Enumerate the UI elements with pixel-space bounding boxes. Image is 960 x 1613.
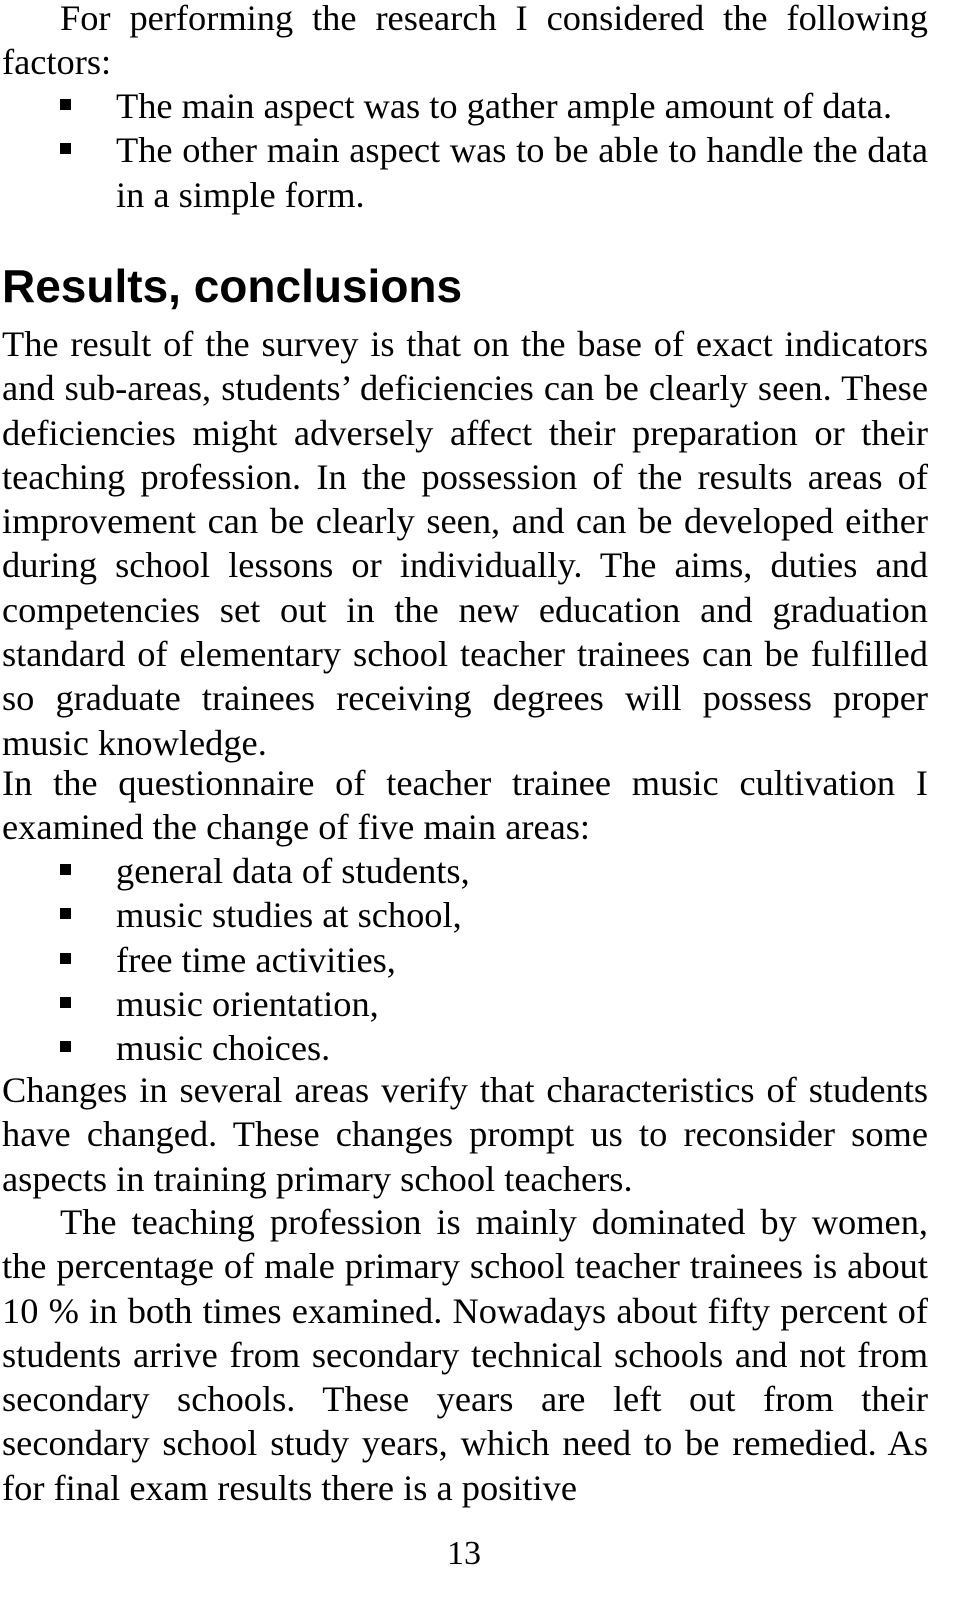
intro-paragraph: For performing the research I considered the following factors:	[2, 0, 928, 83]
list-item	[0, 938, 928, 982]
square-bullet-icon	[60, 864, 71, 875]
list-item-text: music choices.	[116, 1028, 331, 1069]
section-heading: Results, conclusions	[2, 260, 463, 312]
list-item-text: The other main aspect was to be able to handle the data in a simple form.	[116, 130, 928, 215]
square-bullet-icon	[60, 953, 71, 964]
square-bullet-icon	[60, 143, 71, 154]
teaching-profession-paragraph: The teaching profession is mainly dominated by women, the percentage of male primary school teacher trainees is about 10 % in both times examined. Nowadays about fifty percent of students arrive from secondary technical schools and not from secondary schools. These years are left out from their secondary school study years, which need to be remedied. As for final exam results there is a positive	[2, 1202, 928, 1508]
list-item	[0, 84, 928, 128]
factors-list	[0, 84, 928, 217]
list-item-text: free time activities,	[116, 939, 396, 980]
square-bullet-icon	[60, 99, 71, 110]
list-item	[0, 893, 928, 937]
list-item-text: music orientation,	[116, 983, 379, 1024]
list-item	[0, 982, 928, 1026]
page-number: 13	[447, 1535, 481, 1572]
square-bullet-icon	[60, 908, 71, 919]
list-item	[0, 1026, 928, 1070]
results-paragraph: The result of the survey is that on the base of exact indicators and sub-areas, students’ deficiencies can be clearly seen. These deficiencies might adversely affect their preparation or their teaching profession. In the possession of the results areas of improvement can be clearly seen, and can be developed either during school lessons or individually. The aims, duties and competencies set out in the new education and graduation standard of elementary school teacher trainees can be fulfilled so graduate trainees receiving degrees will possess proper music knowledge.	[2, 324, 928, 763]
square-bullet-icon	[60, 997, 71, 1008]
list-item-text: The main aspect was to gather ample amount of data.	[116, 86, 893, 126]
list-item	[0, 849, 928, 893]
list-item-text: music studies at school,	[116, 895, 462, 936]
list-item-text: general data of students,	[116, 851, 470, 891]
areas-list	[0, 849, 928, 1070]
list-item	[0, 128, 928, 217]
questionnaire-paragraph: In the questionnaire of teacher trainee music cultivation I examined the change of five main areas:	[2, 763, 928, 848]
square-bullet-icon	[60, 1041, 71, 1052]
changes-paragraph: Changes in several areas verify that characteristics of students have changed. These changes prompt us to reconsider some aspects in training primary school teachers.	[2, 1070, 928, 1199]
